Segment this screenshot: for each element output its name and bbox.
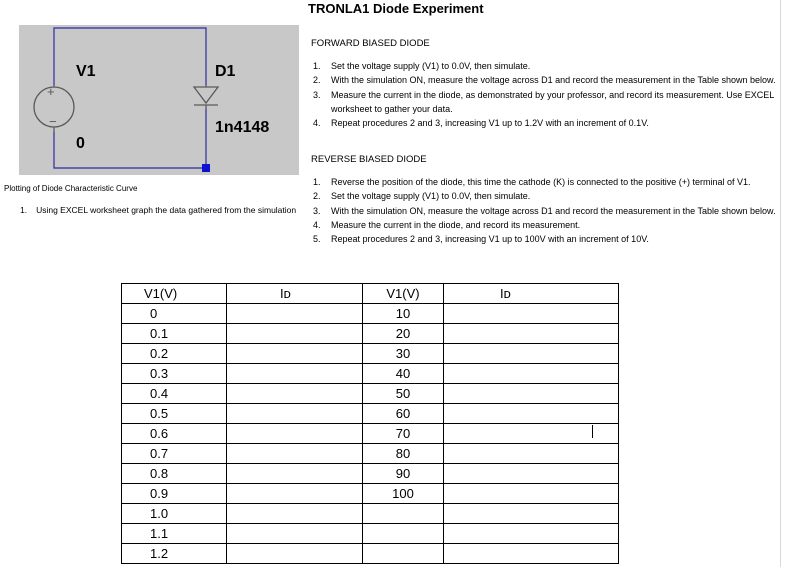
reverse-current-cell[interactable] bbox=[444, 444, 619, 464]
forward-current-cell[interactable] bbox=[227, 304, 363, 324]
list-item: 3. Measure the current in the diode, as demonstrated by your professor, and record its measurement. Use EXCEL worksheet to gather your data. bbox=[313, 89, 774, 114]
forward-current-cell[interactable] bbox=[227, 524, 363, 544]
forward-voltage-cell: 0.6 bbox=[122, 424, 227, 444]
forward-current-cell[interactable] bbox=[227, 364, 363, 384]
reverse-voltage-cell: 50 bbox=[363, 384, 444, 404]
reverse-voltage-cell bbox=[363, 524, 444, 544]
ground-node-icon bbox=[202, 164, 210, 172]
source-value: 0 bbox=[76, 135, 85, 152]
header-reverse-current: Iᴅ bbox=[444, 284, 619, 304]
forward-voltage-cell: 0.8 bbox=[122, 464, 227, 484]
forward-current-cell[interactable] bbox=[227, 544, 363, 564]
table-row bbox=[122, 444, 619, 464]
forward-voltage-cell: 0.9 bbox=[122, 484, 227, 504]
list-item: 1. Reverse the position of the diode, this time the cathode (K) is connected to the positive (+) terminal of V1. bbox=[313, 177, 751, 187]
forward-voltage-cell: 0.4 bbox=[122, 384, 227, 404]
forward-current-cell[interactable] bbox=[227, 484, 363, 504]
forward-current-cell[interactable] bbox=[227, 384, 363, 404]
list-item: 3. With the simulation ON, measure the voltage across D1 and record the measurement in the Table shown below. bbox=[313, 205, 776, 216]
reverse-voltage-cell: 30 bbox=[363, 344, 444, 364]
header-reverse-voltage: V1(V) bbox=[363, 284, 444, 304]
reverse-voltage-cell bbox=[363, 504, 444, 524]
reverse-voltage-cell: 90 bbox=[363, 464, 444, 484]
header-forward-voltage: V1(V) bbox=[122, 284, 227, 304]
document-title: TRONLA1 Diode Experiment bbox=[308, 1, 484, 16]
plotting-item: 1. Using EXCEL worksheet graph the data gathered from the simulation bbox=[20, 205, 297, 215]
list-item: 4. Repeat procedures 2 and 3, increasing V1 up to 1.2V with an increment of 0.1V. bbox=[313, 118, 649, 129]
reverse-current-cell[interactable] bbox=[444, 504, 619, 524]
forward-voltage-cell: 0.2 bbox=[122, 344, 227, 364]
reverse-current-cell[interactable] bbox=[444, 484, 619, 504]
table-row bbox=[122, 544, 619, 564]
header-forward-current: Iᴅ bbox=[227, 284, 363, 304]
forward-voltage-cell: 1.2 bbox=[122, 544, 227, 564]
forward-current-cell[interactable] bbox=[227, 404, 363, 424]
reverse-voltage-cell: 20 bbox=[363, 324, 444, 344]
forward-heading: FORWARD BIASED DIODE bbox=[311, 38, 430, 49]
list-item: 1. Set the voltage supply (V1) to 0.0V, then simulate. bbox=[313, 61, 531, 71]
forward-current-cell[interactable] bbox=[227, 444, 363, 464]
forward-current-cell[interactable] bbox=[227, 464, 363, 484]
list-item: 5. Repeat procedures 2 and 3, increasing V1 up to 100V with an increment of 10V. bbox=[313, 234, 649, 245]
diode-label: D1 bbox=[215, 63, 236, 80]
table-row bbox=[122, 504, 619, 524]
page-edge bbox=[780, 0, 781, 567]
table-row bbox=[122, 384, 619, 404]
reverse-voltage-cell: 60 bbox=[363, 404, 444, 424]
forward-voltage-cell: 0.7 bbox=[122, 444, 227, 464]
reverse-voltage-cell: 100 bbox=[363, 484, 444, 504]
reverse-current-cell[interactable] bbox=[444, 544, 619, 564]
forward-current-cell[interactable] bbox=[227, 504, 363, 524]
list-item: 2. With the simulation ON, measure the voltage across D1 and record the measurement in the Table shown below. bbox=[313, 75, 776, 86]
table-row bbox=[122, 404, 619, 424]
table-row bbox=[122, 304, 619, 324]
schematic-background bbox=[19, 25, 299, 175]
minus-sign: − bbox=[49, 114, 57, 129]
reverse-current-cell[interactable] bbox=[444, 384, 619, 404]
reverse-procedure-list bbox=[313, 175, 783, 246]
reverse-voltage-cell: 40 bbox=[363, 364, 444, 384]
forward-current-cell[interactable] bbox=[227, 324, 363, 344]
circuit-schematic bbox=[19, 25, 299, 175]
reverse-voltage-cell: 10 bbox=[363, 304, 444, 324]
forward-procedure-list bbox=[313, 59, 783, 130]
table-row bbox=[122, 324, 619, 344]
table-row bbox=[122, 364, 619, 384]
table-row bbox=[122, 484, 619, 504]
forward-voltage-cell: 1.1 bbox=[122, 524, 227, 544]
reverse-current-cell[interactable] bbox=[444, 324, 619, 344]
table-row bbox=[122, 344, 619, 364]
plotting-heading: Plotting of Diode Characteristic Curve bbox=[4, 184, 138, 193]
reverse-current-cell[interactable] bbox=[444, 524, 619, 544]
table-header-row bbox=[122, 284, 619, 304]
plus-sign: + bbox=[47, 84, 55, 99]
forward-current-cell[interactable] bbox=[227, 424, 363, 444]
forward-voltage-cell: 0 bbox=[122, 304, 227, 324]
reverse-current-cell[interactable] bbox=[444, 464, 619, 484]
forward-voltage-cell: 1.0 bbox=[122, 504, 227, 524]
reverse-current-cell[interactable] bbox=[444, 344, 619, 364]
forward-voltage-cell: 0.1 bbox=[122, 324, 227, 344]
forward-voltage-cell: 0.5 bbox=[122, 404, 227, 424]
list-item: 4. Measure the current in the diode, and record its measurement. bbox=[313, 219, 581, 230]
reverse-current-cell[interactable] bbox=[444, 404, 619, 424]
reverse-voltage-cell: 70 bbox=[363, 424, 444, 444]
measurement-table bbox=[121, 283, 619, 564]
table-row bbox=[122, 524, 619, 544]
reverse-voltage-cell bbox=[363, 544, 444, 564]
reverse-current-cell[interactable] bbox=[444, 304, 619, 324]
reverse-current-cell[interactable] bbox=[444, 364, 619, 384]
forward-voltage-cell: 0.3 bbox=[122, 364, 227, 384]
source-label: V1 bbox=[76, 63, 96, 80]
table-row bbox=[122, 464, 619, 484]
text-cursor bbox=[592, 425, 593, 438]
diode-model: 1n4148 bbox=[215, 119, 270, 136]
reverse-heading: REVERSE BIASED DIODE bbox=[311, 154, 427, 165]
table-row bbox=[122, 424, 619, 444]
forward-current-cell[interactable] bbox=[227, 344, 363, 364]
reverse-voltage-cell: 80 bbox=[363, 444, 444, 464]
list-item: 2. Set the voltage supply (V1) to 0.0V, then simulate. bbox=[313, 191, 531, 202]
